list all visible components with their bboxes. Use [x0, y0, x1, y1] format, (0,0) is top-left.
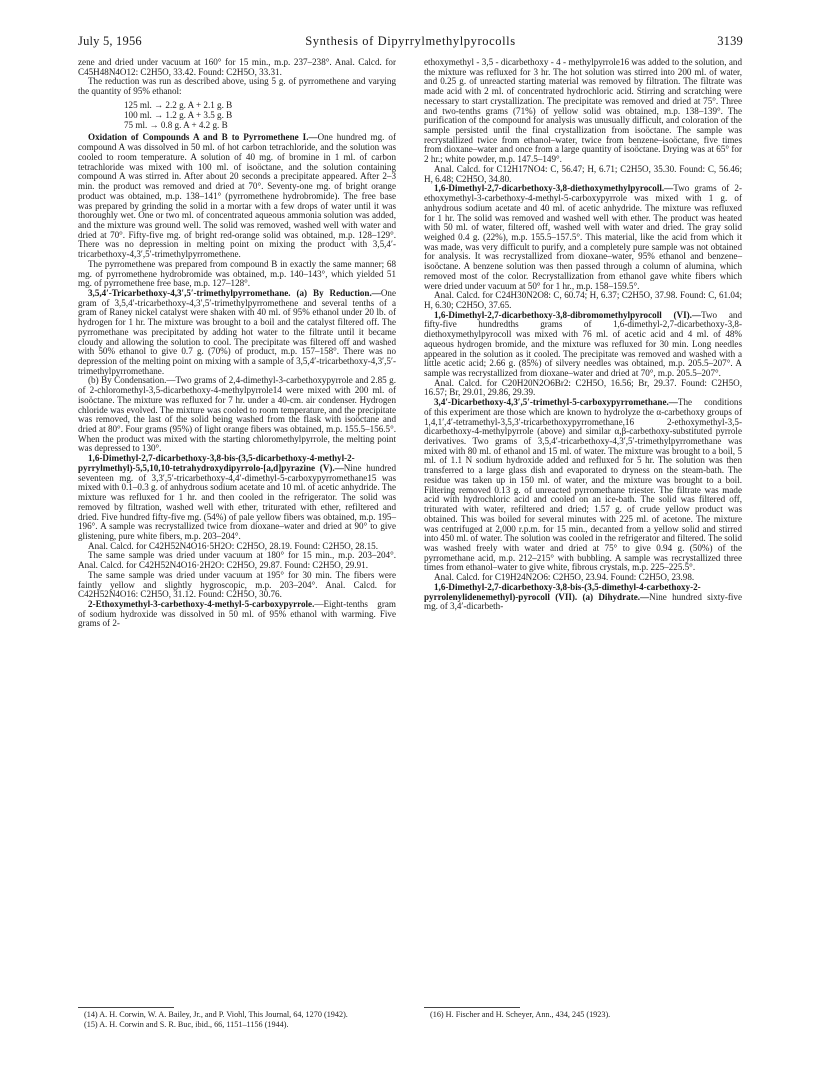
footnote-15: (15) A. H. Corwin and S. R. Buc, ibid., 66, 1151–1156 (1944). [84, 1019, 289, 1029]
paragraph [78, 133, 396, 259]
left-column [78, 58, 396, 629]
analysis-line: Anal. Calcd. for C19H24N2O6: C2H5O, 23.94. Found: C2H5O, 23.98. [434, 572, 695, 583]
paragraph [78, 454, 396, 541]
paragraph [424, 398, 742, 573]
paragraph: The same sample was dried under vacuum at 180° for 15 min., m.p. 203–204°. Anal. Calcd. for C42H52N4O16·2H2O: C2H5O, 29.87. Found: C2H5O, 29.91. [78, 550, 396, 571]
paragraph-body: Two and fifty-five hundredths grams of 1,6-dimethyl-2,7-dicarbethoxy-3,8-diethoxymethylpyrocoll was mixed with 76 ml. of acetic acid and 4 ml. of 48% aqueous hydrogen bromide, and the mixture was refluxed for 30 min. Long needles appeared in the solution as it cooled. The precipitate was removed and washed with a little acetic acid; 2.66 g. (85%) of silvery needles was obtained, m.p. 205.5–207°. A sample was recrystallized from dioxane–water and dried at 70°, m.p. 205.5–207°. [424, 309, 743, 378]
section-heading: Oxidation of Compounds A and B to Pyrromethene I.— [88, 132, 318, 143]
paragraph-body: One hundred mg. of compound A was dissolved in 50 ml. of hot carbon tetrachloride, and the solution was cooled to room temperature. A solution of 40 mg. of bromine in 1 ml. of carbon tetrachloride was mixed with 100 ml. of isoöctane, and the solution containing compound A was stirred in. After about 20 seconds a precipitate appeared. After 2–3 min. the product was removed and dried at 70°. Seventy-one mg. of bright orange product was obtained, m.p. 138–141° (pyrromethene hydrobromide). The free base was prepared by grinding the solid in a mortar with a few drops of water until it was thoroughly wet. One or two ml. of concentrated aqueous ammonia solution was added, and the mixture was ground well. The solid was removed, washed well with water and dried at 70°. Fifty-five mg. of bright red-orange solid was obtained, m.p. 128–129°. There was no depression in melting point on mixing the product with 3,5,4′-tricarbethoxy-4,3′,5′-trimethylpyrromethene. [78, 132, 396, 260]
paragraph: ethoxymethyl - 3,5 - dicarbethoxy - 4 - methylpyrrole16 was added to the solution, and the mixture was refluxed for 3 hr. The hot solution was stirred into 200 ml. of water, and 0.25 g. of unreacted starting material was removed by filtration. The filtrate was made acid with 2 ml. of concentrated hydrochloric acid. Stirring and scratching were necessary to start crystallization. The precipitate was removed and dried at 75°. Three and two-tenths grams (71%) of yellow solid was obtained, m.p. 138–139°. The purification of the compound for analysis was unusually difficult, and coloration of the sample persisted until the final crystallization from isoöctane. The sample was recrystallized twice from ethanol–water, twice from benzene–isoöctane, five times from dioxane–water and once from a large quantity of isoöctane. Drying was at 65° for 2 hr.; white powder, m.p. 147.5–149°. [424, 57, 742, 165]
analysis-line: Anal. Calcd. for C12H17NO4: C, 56.47; H, 6.71; C2H5O, 35.30. Found: C, 56.46; H, 6.48; C2H5O, 34.80. [424, 163, 742, 184]
footnotes-left [78, 1007, 396, 1029]
section-heading: 1,6-Dimethyl-2,7-dicarbethoxy-3,8-bis-(3,5-dicarbethoxy-4-methyl-2-pyrrylmethyl)-5,5,10,10-tetrahydroxydipyrrolo-[a,d]pyrazine (V).— [78, 453, 355, 473]
analysis-line: Anal. Calcd. for C24H30N2O8: C, 60.74; H, 6.37; C2H5O, 37.98. Found: C, 61.04; H, 6.30; C2H5O, 37.65. [424, 290, 742, 310]
paragraph-body: Nine hundred seventeen mg. of 3,3′,5′-tricarbethoxy-4,4′-dimethyl-5-carboxypyrromethane15 was mixed with 0.1–0.3 g. of anhydrous sodium acetate and 10 ml. of acetic anhydride. The mixture was refluxed for 1 hr. and then cooled in the refrigerator. The solid was removed by filtration, washed well with ether, triturated with ether, refiltered and dried. Five hundred fifty-five mg. (54%) of pale yellow fibers was obtained, m.p. 195–196°. A sample was recrystallized twice from dioxane–water and dried at 90° to give glistening, pure white fibers, m.p. 203–204°. [78, 462, 396, 541]
footnote-14: (14) A. H. Corwin, W. A. Bailey, Jr., and P. Viohl, This Journal, 64, 1270 (1942). [84, 1010, 348, 1019]
paragraph-body: Two grams of 2-ethoxymethyl-3-carbethoxy-4-methyl-5-carboxypyrrole was mixed with 1 g. of anhydrous sodium acetate and 40 ml. of acetic anhydride. The mixture was refluxed for 1 hr. The solid was removed and washed well with ether. The product was heated with 50 ml. of water, filtered off, washed well with water and dried. The gray solid weighed 0.4 g. (22%), m.p. 155.5–157.5°. This material, like the acid from which it was made, was very difficult to purify, and a completely pure sample was not obtained for analysis. It was recrystallized from dioxane–water, 95% ethanol and benzene–isoöctane. A benzene solution was then passed through a column of alumina, which removed most of the color. Recrystallization from ethanol gave white fibers which were dried under vacuum at 50° for 1 hr., m.p. 158–159.5°. [424, 183, 742, 291]
footnote-16: (16) H. Fischer and H. Scheyer, Ann., 434, 245 (1923). [430, 1010, 611, 1019]
paragraph: zene and dried under vacuum at 160° for 15 min., m.p. 237–238°. Anal. Calcd. for C45H48N4O12: C2H5O, 33.42. Found: C2H5O, 33.31. [78, 57, 396, 77]
header-date: July 5, 1956 [78, 34, 142, 48]
header-running-title: Synthesis of Dipyrrylmethylpyrocolls [305, 34, 516, 48]
ethanol-ratio-list [124, 100, 396, 131]
analysis-line: Anal. Calcd. for C20H20N2O6Br2: C2H5O, 16.56; Br, 29.37. Found: C2H5O, 16.57; Br, 29.01, 29.86, 29.39. [424, 377, 742, 398]
footnote-rule [424, 1007, 520, 1008]
paragraph [78, 376, 396, 454]
paragraph: The same sample was dried under vacuum at 195° for 30 min. The fibers were faintly yellow and slightly hygroscopic, m.p. 203–204°. Anal. Calcd. for C42H52N4O16: C2H5O, 31.12. Found: C2H5O, 30.76. [78, 569, 396, 600]
header-page-number: 3139 [717, 34, 743, 48]
paragraph-body: The conditions of this experiment are those which are known to hydrolyze the α-carbethoxy groups of 1,4,1′,4′-tetramethyl-3,5,3′-tricarbethoxypyrromethane,16 2-ethoxymethyl-3,5-dicarbethoxy-4-methylpyrrole (above) and similar α,β-carbethoxy-substituted pyrrole derivatives. Two grams of 3,5,4′-tricarbethoxy-4,3′,5′-trimethylpyrromethane was mixed with 80 ml. of ethanol and 15 ml. of water. The mixture was brought to a boil, 5 ml. of 1.1 N sodium hydroxide added and refluxed for 5 hr. The solution was then transferred to a large glass dish and evaporated to dryness on the steam-bath. The residue was taken up in 150 ml. of water, and the mixture was brought to a boil. Filtering removed 0.13 g. of unreacted pyrromethane triester. The filtrate was made acid with hydrochloric acid and cooled on an ice-bath. The solid was filtered off, triturated with water, refiltered and dried; 1.57 g. of crude yellow product was obtained. This was boiled for several minutes with 225 ml. of acetone. The mixture was centrifuged at 2,000 r.p.m. for 15 min., decanted from a yellow solid and stirred into 450 ml. of water. The solution was cooled in the refrigerator and filtered. The solid was washed freely with water and dried at 75° to give 0.94 g. (50%) of the pyrromethane acid, m.p. 212–215° with bubbling. A sample was recrystallized three times from ethanol–water to give white, fibrous crystals, m.p. 225–225.5°. [424, 397, 742, 573]
ratio-line: 100 ml. → 1.2 g. A + 3.5 g. B [124, 110, 233, 121]
paragraph [424, 583, 742, 612]
paragraph [424, 311, 742, 379]
paragraph-body: Nine hundred sixty-five mg. of 3,4′-dicarbeth- [424, 591, 742, 612]
paragraph: The pyrromethene was prepared from compound B in exactly the same manner; 68 mg. of pyrromethene hydrobromide was obtained, m.p. 140–143°, which yielded 51 mg. of pyrromethene free base, m.p. 127–128°. [78, 258, 396, 289]
section-heading: 1,6-Dimethyl-2,7-dicarbethoxy-3,8-dibromomethylpyrocoll (VI).— [434, 309, 702, 320]
page-header [78, 34, 743, 50]
footnote-rule [78, 1007, 174, 1008]
right-column [424, 58, 742, 612]
footnotes-right [424, 1007, 742, 1020]
analysis-line: Anal. Calcd. for C42H52N4O16·5H2O: C2H5O, 28.19. Found: C2H5O, 28.15. [88, 540, 378, 551]
section-heading: 3,5,4′-Tricarbethoxy-4,3′,5′-trimethylpyrromethane. (a) By Reduction.— [88, 287, 381, 298]
section-heading: 2-Ethoxymethyl-3-carbethoxy-4-methyl-5-carboxypyrrole. [88, 598, 315, 609]
paragraph-body: One gram of 3,5,4′-tricarbethoxy-4,3′,5′-trimethylpyrromethene and several tenths of a gram of Raney nickel catalyst were shaken with 40 ml. of 95% ethanol under 20 lb. of hydrogen for 1 hr. The mixture was brought to a boil and the catalyst filtered off. The pyrromethane was precipitated by adding hot water to the filtrate until it became cloudy and allowing the solution to cool. The precipitate was filtered off and washed with 50% ethanol to give 0.7 g. (70%) of product, m.p. 157–158°. There was no depression of the melting point on mixing with a sample of 3,5,4′-tricarbethoxy-4,3′,5′-trimethylpyrromethane. [78, 287, 396, 376]
paragraph-body: Two grams of 2,4-dimethyl-3-carbethoxypyrrole and 2.85 g. of 2-chloromethyl-3,5-dicarbethoxy-4-methylpyrrole14 were mixed with 200 ml. of isoöctane. The mixture was refluxed for 7 hr. under a 40-cm. air condenser. Hydrogen chloride was evolved. The mixture was cooled to room temperature, and the precipitate was removed, the last of the solid being washed from the flask with isoöctane and dried at 80°. Four grams (95%) of light orange fibers was obtained, m.p. 155.5–156.5°. When the product was mixed with the starting chloromethylpyrrole, the melting point was depressed to 130°. [78, 375, 396, 454]
ratio-line: 125 ml. → 2.2 g. A + 2.1 g. B [124, 99, 233, 110]
paragraph-body: —Eight-tenths gram of sodium hydroxide was dissolved in 50 ml. of 95% ethanol with warming. Five grams of 2- [78, 598, 396, 629]
paragraph: The reduction was run as described above, using 5 g. of pyrromethene and varying the quantity of 95% ethanol: [78, 76, 396, 97]
section-heading: 1,6-Dimethyl-2,7-dicarbethoxy-3,8-diethoxymethylpyrocoll.— [434, 183, 674, 194]
paragraph [78, 289, 396, 376]
ratio-line: 75 ml. → 0.8 g. A + 4.2 g. B [124, 120, 228, 131]
section-heading: 1,6-Dimethyl-2,7-dicarbethoxy-3,8-bis-(3,5-dimethyl-4-carbethoxy-2-pyrrolenylidenemethyl)-pyrocoll (VII). (a) Dihydrate.— [424, 581, 701, 602]
paragraph [424, 184, 742, 291]
section-heading: (b) By Condensation.— [88, 375, 176, 386]
paragraph [78, 600, 396, 629]
section-heading: 3,4′-Dicarbethoxy-4,3′,5′-trimethyl-5-carboxypyrromethane.— [434, 397, 678, 408]
